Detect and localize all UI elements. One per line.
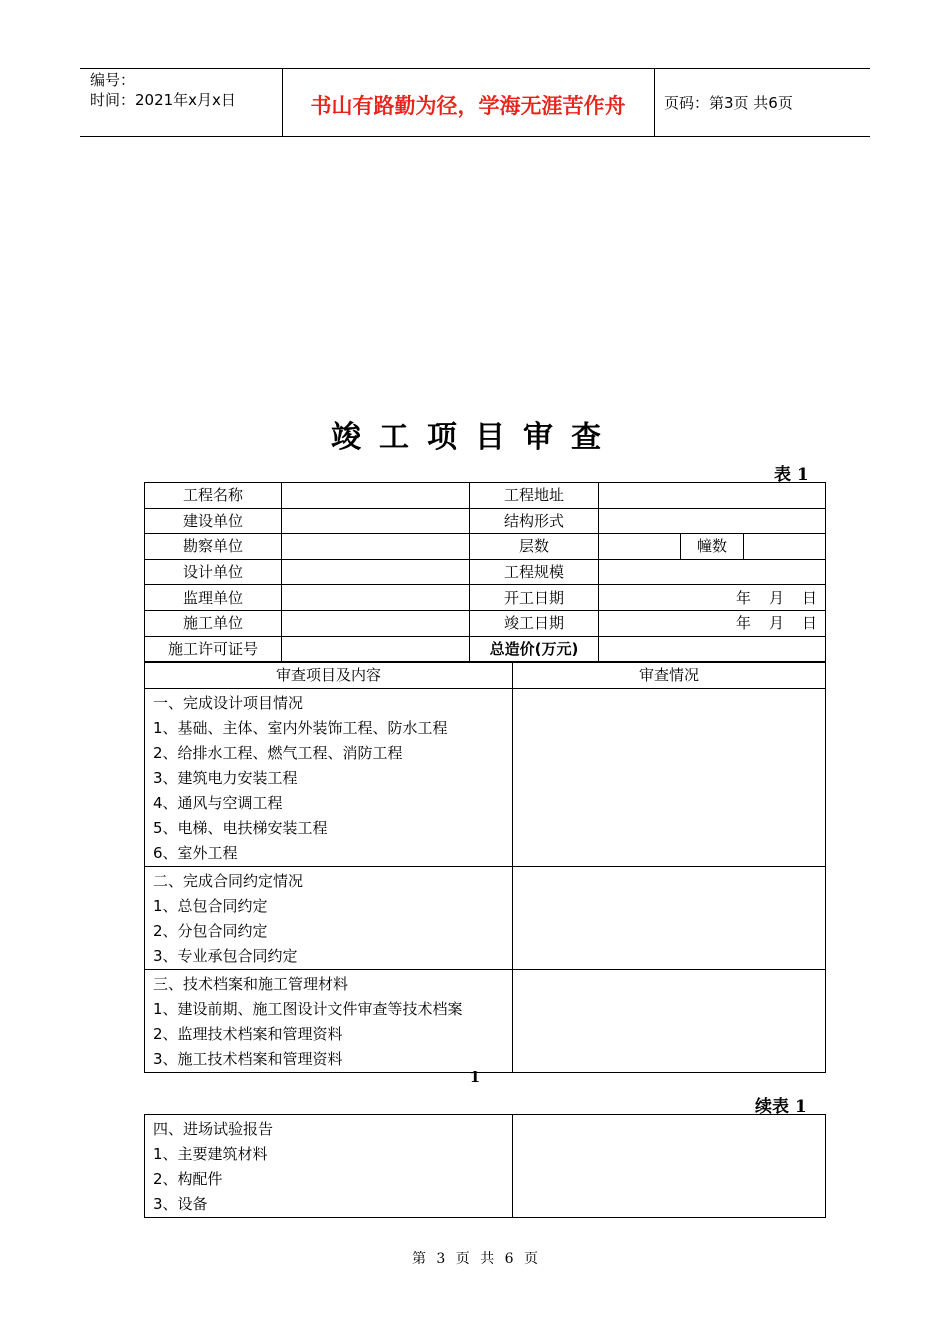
list-item: 6、室外工程 (153, 843, 238, 862)
start-date-value[interactable] (599, 585, 826, 611)
total-cost-value[interactable] (599, 636, 826, 662)
list-item: 3、专业承包合同约定 (153, 946, 298, 965)
header-top-rule (80, 68, 870, 69)
field-label: 施工单位 (145, 610, 282, 636)
table-row (145, 559, 826, 585)
header-bottom-rule (80, 136, 870, 137)
list-item: 1、基础、主体、室内外装饰工程、防水工程 (153, 718, 448, 737)
field-label: 工程规模 (470, 559, 599, 585)
page-footer: 第 3 页 共 6 页 (411, 1251, 539, 1267)
floors-value[interactable] (599, 534, 681, 560)
table-header-row (145, 663, 826, 689)
review-section-row (145, 688, 826, 866)
project-scale-value[interactable] (599, 559, 826, 585)
list-item: 1、建设前期、施工图设计文件审查等技术档案 (153, 999, 463, 1018)
column-header: 审查情况 (513, 663, 826, 689)
list-item: 3、建筑电力安装工程 (153, 768, 298, 787)
table-row (145, 483, 826, 509)
section-heading: 二、完成合同约定情况 (153, 871, 304, 890)
date-month-label: 月 (768, 588, 784, 607)
review-section-4 (145, 1115, 513, 1218)
document-number-label: 编号： (90, 71, 136, 89)
review-status-cell[interactable] (513, 688, 826, 866)
review-section-row (145, 1115, 826, 1218)
project-info-table (144, 482, 826, 662)
date-year-label: 年 (735, 588, 751, 607)
project-name-value[interactable] (282, 483, 470, 509)
continued-table (144, 1114, 826, 1218)
buildings-value[interactable] (744, 534, 826, 560)
date-day-label: 日 (802, 588, 818, 607)
list-item: 2、构配件 (153, 1170, 223, 1188)
completion-date-value[interactable] (599, 610, 826, 636)
header-divider (654, 68, 655, 136)
list-item: 1、总包合同约定 (153, 896, 268, 915)
motto-text: 书山有路勤为径，学海无涯苦作舟 (310, 93, 626, 118)
table-row (145, 508, 826, 534)
field-label: 工程名称 (145, 483, 282, 509)
review-section-3 (145, 969, 513, 1072)
list-item: 3、施工技术档案和管理资料 (153, 1049, 343, 1068)
list-item: 3、设备 (153, 1195, 208, 1213)
project-address-value[interactable] (599, 483, 826, 509)
page-title: 竣工项目审查 (331, 420, 619, 455)
list-item: 4、通风与空调工程 (153, 793, 283, 812)
section-heading: 三、技术档案和施工管理材料 (153, 974, 349, 993)
review-section-2 (145, 866, 513, 969)
page-info: 页码：第3页 共6页 (664, 94, 793, 112)
field-label: 开工日期 (470, 585, 599, 611)
review-section-row (145, 969, 826, 1072)
field-label: 监理单位 (145, 585, 282, 611)
date-day-label: 日 (802, 614, 818, 633)
table-row (145, 636, 826, 662)
section-heading: 一、完成设计项目情况 (153, 693, 304, 712)
review-status-cell[interactable] (513, 969, 826, 1072)
list-item: 2、给排水工程、燃气工程、消防工程 (153, 743, 403, 762)
column-header: 审查项目及内容 (145, 663, 513, 689)
table-row (145, 610, 826, 636)
field-label: 总造价(万元) (470, 636, 599, 662)
design-unit-value[interactable] (282, 559, 470, 585)
list-item: 2、分包合同约定 (153, 921, 268, 940)
date-month-label: 月 (768, 614, 784, 633)
field-label: 工程地址 (470, 483, 599, 509)
page-number: 1 (469, 1068, 481, 1086)
table-row (145, 534, 826, 560)
section-heading: 四、进场试验报告 (153, 1120, 274, 1138)
field-label: 竣工日期 (470, 610, 599, 636)
list-item: 2、监理技术档案和管理资料 (153, 1024, 343, 1043)
review-status-cell[interactable] (513, 866, 826, 969)
table-row (145, 585, 826, 611)
field-label: 建设单位 (145, 508, 282, 534)
contractor-unit-value[interactable] (282, 610, 470, 636)
field-label: 设计单位 (145, 559, 282, 585)
field-label: 幢数 (681, 534, 744, 560)
structure-form-value[interactable] (599, 508, 826, 534)
list-item: 5、电梯、电扶梯安装工程 (153, 818, 328, 837)
continued-table-label: 续表 1 (755, 1097, 807, 1117)
list-item: 1、主要建筑材料 (153, 1145, 268, 1163)
review-section-row (145, 866, 826, 969)
supervision-unit-value[interactable] (282, 585, 470, 611)
date-year-label: 年 (735, 614, 751, 633)
construction-unit-value[interactable] (282, 508, 470, 534)
table-label: 表 1 (774, 465, 809, 485)
document-time-label: 时间：2021年x月x日 (90, 91, 236, 109)
review-section-1 (145, 688, 513, 866)
field-label: 施工许可证号 (145, 636, 282, 662)
review-status-cell[interactable] (513, 1115, 826, 1218)
review-table (144, 662, 826, 1073)
field-label: 层数 (470, 534, 599, 560)
permit-no-value[interactable] (282, 636, 470, 662)
field-label: 结构形式 (470, 508, 599, 534)
field-label: 勘察单位 (145, 534, 282, 560)
survey-unit-value[interactable] (282, 534, 470, 560)
